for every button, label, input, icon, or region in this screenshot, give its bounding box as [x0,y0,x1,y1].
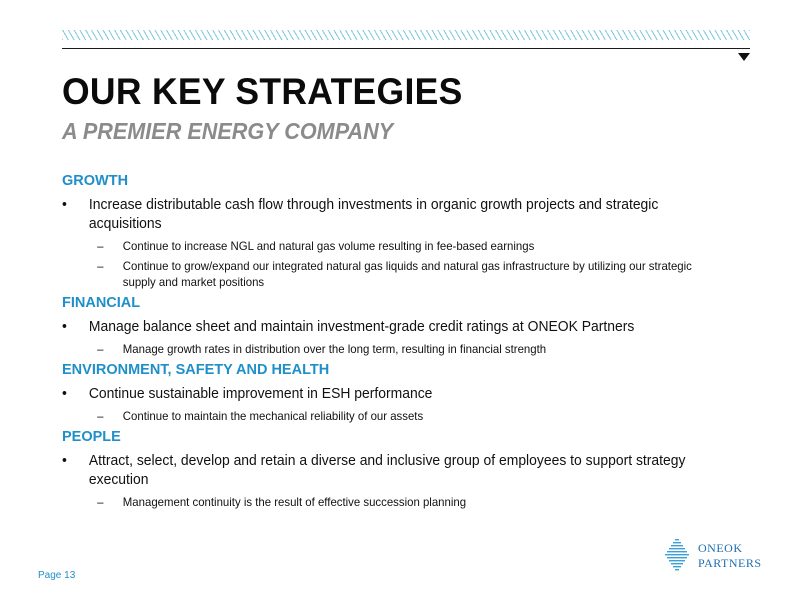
bullet-item [62,196,715,234]
bullet-item [62,452,715,490]
section [62,428,742,510]
bullet-dot-icon: • [62,319,67,335]
logo-line-2: PARTNERS [698,556,762,570]
sub-bullet-text: Continue to increase NGL and natural gas volume resulting in fee-based earnings [122,239,535,253]
dash-icon: – [97,259,104,273]
sub-bullet-text: Manage growth rates in distribution over the long term, resulting in financial strength [122,342,547,356]
sub-bullet-item [62,238,708,254]
dash-icon: – [97,342,104,356]
bullet-text: Continue sustainable improvement in ESH performance [88,386,433,402]
bullet-dot-icon: • [62,386,67,402]
section [62,172,742,290]
bullet-text: Attract, select, develop and retain a diverse and inclusive group of employees to support strategy execution [88,453,686,488]
bullet-text: Increase distributable cash flow through investments in organic growth projects and strategic acquisitions [88,197,659,232]
sub-bullet-item [62,258,708,290]
bullet-item [62,318,715,337]
sub-bullet-item [62,494,708,510]
sub-bullet-text: Management continuity is the result of effective succession planning [122,495,467,509]
slide-title: OUR KEY STRATEGIES [62,71,463,112]
section-heading: GROWTH [62,173,129,189]
section [62,294,742,357]
bullet-text: Manage balance sheet and maintain investment-grade credit ratings at ONEOK Partners [88,319,635,335]
section-heading: ENVIRONMENT, SAFETY AND HEALTH [62,362,330,378]
dash-icon: – [97,409,104,423]
bullet-dot-icon: • [62,197,67,213]
dash-icon: – [97,239,104,253]
diamond-logo-icon [662,538,692,572]
header-rule [62,48,750,49]
logo-wordmark [698,541,762,571]
decorative-hatch-band [62,30,750,40]
section-heading: FINANCIAL [62,295,141,311]
section-heading: PEOPLE [62,429,121,445]
logo-line-1: ONEOK [698,541,743,555]
bullet-item [62,385,715,404]
sub-bullet-text: Continue to grow/expand our integrated natural gas liquids and natural gas infrastructure by utilizing our strategic supply and market positions [122,259,692,289]
sub-bullet-item [62,341,708,357]
bullet-dot-icon: • [62,453,67,469]
slide-content [62,172,742,514]
slide-subtitle: A PREMIER ENERGY COMPANY [62,118,394,144]
sub-bullet-item [62,408,708,424]
triangle-marker-icon [738,53,750,61]
section [62,361,742,424]
dash-icon: – [97,495,104,509]
sub-bullet-text: Continue to maintain the mechanical reliability of our assets [122,409,424,423]
page-number: Page 13 [38,570,76,581]
oneok-partners-logo [662,536,772,576]
